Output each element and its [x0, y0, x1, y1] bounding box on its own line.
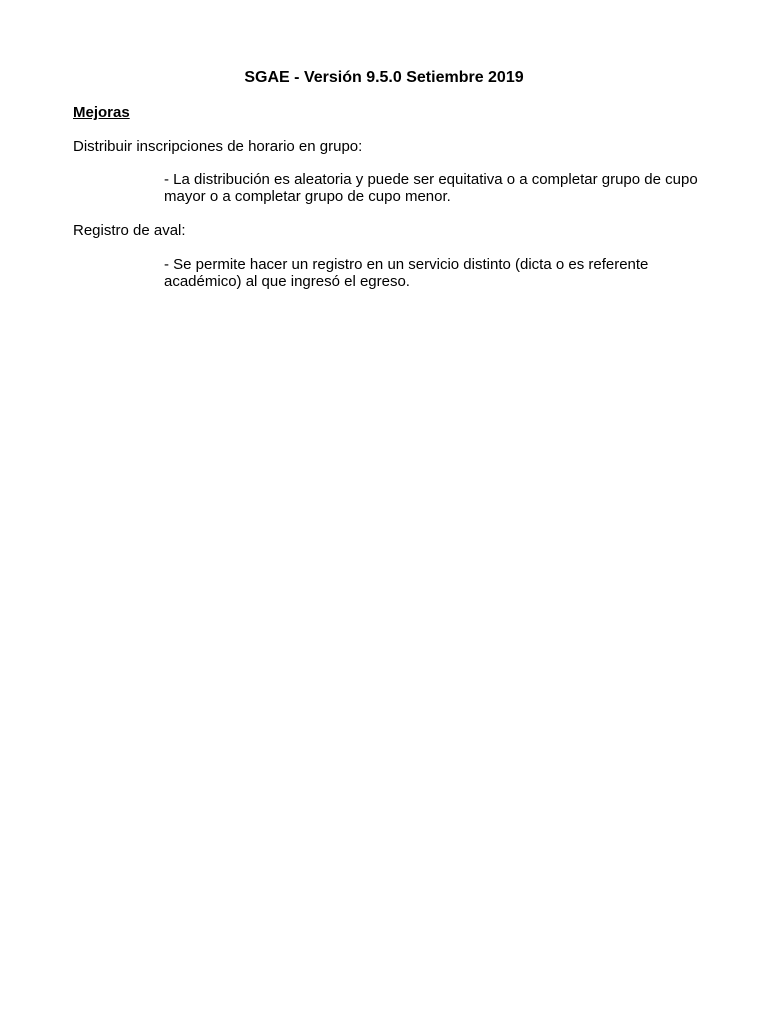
item-label: Distribuir inscripciones de horario en grupo:	[73, 138, 363, 155]
section-heading: Mejoras	[73, 104, 130, 121]
item-detail: - Se permite hacer un registro en un servicio distinto (dicta o es referente académico) al que ingresó el egreso.	[164, 256, 649, 290]
item-label: Registro de aval:	[73, 222, 186, 239]
item-detail: - La distribución es aleatoria y puede ser equitativa o a completar grupo de cupo mayor o a completar grupo de cupo menor.	[164, 171, 698, 205]
document-title: SGAE - Versión 9.5.0 Setiembre 2019	[244, 69, 524, 86]
